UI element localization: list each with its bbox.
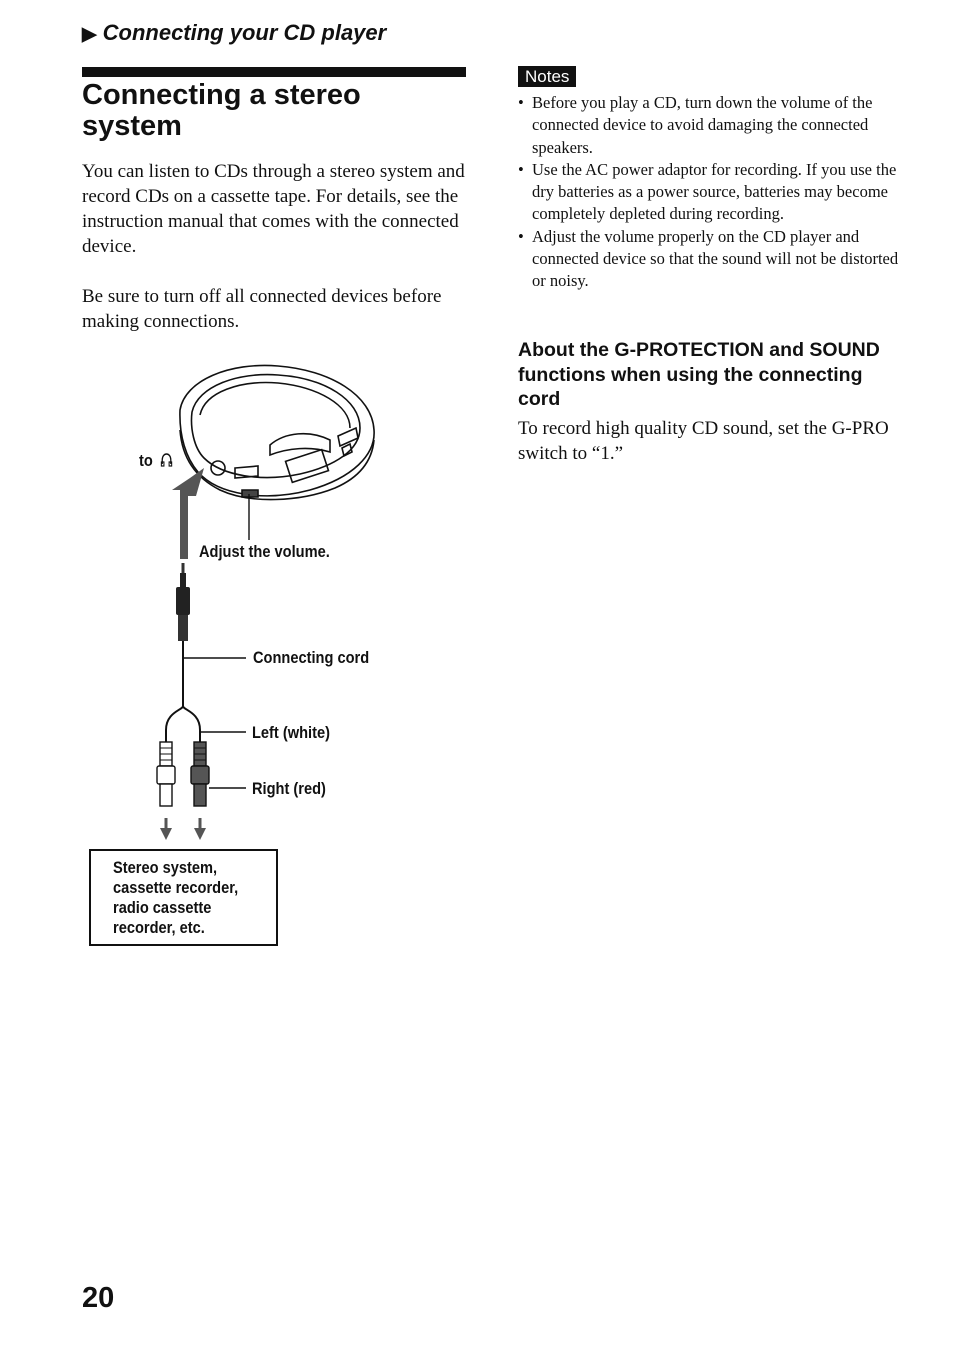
- pin-plug-right: [191, 742, 209, 806]
- note-item: • Adjust the volume properly on the CD player and connected device so that the sound will not be distorted or noisy.: [518, 226, 904, 293]
- destination-line-4: recorder, etc.: [113, 918, 205, 937]
- intro-paragraph-2: Be sure to turn off all connected devices before making connections.: [82, 286, 442, 332]
- page-number: 20: [82, 1282, 115, 1314]
- notes-badge: Notes: [518, 66, 576, 87]
- destination-box: [89, 849, 278, 946]
- page-title: Connecting a stereo system: [82, 79, 361, 142]
- to-label: to: [139, 451, 153, 470]
- note-item: • Before you play a CD, turn down the volume of the connected device to avoid damaging the connected speakers.: [518, 92, 904, 159]
- intro-paragraph-1: You can listen to CDs through a stereo system and record CDs on a cassette tape. For details, see the instruction manual that comes with the connected device.: [82, 161, 465, 257]
- triangle-right-icon: ▶: [82, 24, 97, 45]
- section-header-text: Connecting your CD player: [102, 20, 387, 45]
- g-protection-paragraph: To record high quality CD sound, set the G-PRO switch to “1.”: [518, 418, 889, 464]
- cd-player-illustration: [180, 365, 374, 499]
- notes-list: [518, 92, 904, 293]
- destination-line-1: Stereo system,: [113, 858, 218, 877]
- headphones-icon: [159, 452, 173, 473]
- note-item: • Use the AC power adaptor for recording. If you use the dry batteries as a power source, batteries may become completely depleted during recording.: [518, 159, 904, 226]
- destination-line-3: radio cassette: [113, 898, 212, 917]
- connecting-cord-label: Connecting cord: [253, 648, 370, 667]
- left-white-label: Left (white): [252, 723, 330, 742]
- stereo-mini-plug: [176, 563, 190, 641]
- pin-plug-left: [157, 742, 175, 806]
- right-red-label: Right (red): [252, 779, 326, 798]
- destination-line-2: cassette recorder,: [113, 878, 239, 897]
- adjust-volume-label: Adjust the volume.: [199, 542, 330, 561]
- to-headphones-label: [139, 451, 173, 473]
- g-protection-heading: About the G-PROTECTION and SOUND functions when using the connecting cord: [518, 339, 880, 410]
